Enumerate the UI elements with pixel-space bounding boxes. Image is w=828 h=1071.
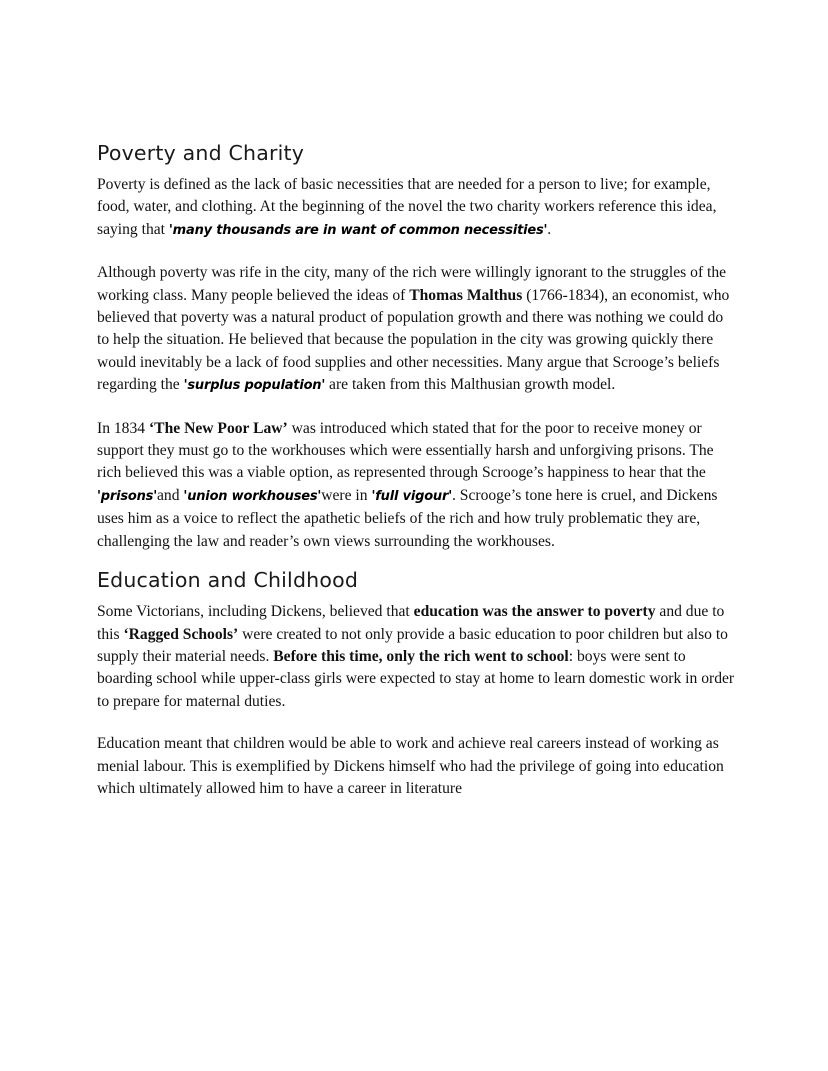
text: Poverty is defined as the lack of basic necessities that are needed for a person to live; for example, food, water, and clothing. At the beginning of the novel the two charity workers reference this idea, saying that xyxy=(97,176,717,238)
text: . xyxy=(547,220,552,238)
paragraph-malthus xyxy=(97,262,737,397)
section-heading-poverty-and-charity: Poverty and Charity xyxy=(97,141,305,165)
text: were created to not only provide a basic education to poor children but also to supply their material needs. xyxy=(97,625,728,665)
paragraph-ragged-schools xyxy=(97,601,737,713)
document-page xyxy=(97,136,737,800)
bold-term: ‘Ragged Schools’ xyxy=(123,625,239,643)
text: was introduced which stated that for the poor to receive money or support they must go to the workhouses which were essentially harsh and unforgiving prisons. The rich believed this was a viable option, as represented through Scrooge’s happiness to hear that the xyxy=(97,419,714,482)
text: In 1834 xyxy=(97,419,149,437)
text: (1766-1834), an economist, who believed that poverty was a natural product of population growth and there was nothing we could do to help the situation. He believed that because the population in the city was growing quickly there would inevitably be a lack of food supplies and other necessities. Many argue that Scrooge’s beliefs regarding the xyxy=(97,286,730,394)
bold-term: education was the answer to poverty xyxy=(413,603,656,621)
quotation: 'union workhouses' xyxy=(183,488,322,504)
section-heading-education-and-childhood: Education and Childhood xyxy=(97,568,359,593)
quotation: 'surplus population' xyxy=(183,378,326,394)
bold-term: Before this time, only the rich went to school xyxy=(273,647,569,665)
text: and due to this xyxy=(97,603,725,643)
text: . Scrooge’s tone here is cruel, and Dickens uses him as a voice to reflect the apathetic beliefs of the rich and how truly problematic they are, challenging the law and reader’s own views surrounding the workhouses. xyxy=(97,486,718,550)
bold-term: Thomas Malthus xyxy=(409,286,523,304)
paragraph-new-poor-law xyxy=(97,418,737,553)
text: and xyxy=(157,486,184,504)
text: are taken from this Malthusian growth model. xyxy=(325,376,616,394)
paragraph-poverty-definition xyxy=(97,174,737,242)
bold-term: ‘The New Poor Law’ xyxy=(148,419,288,437)
paragraph-education-careers xyxy=(97,733,737,800)
quotation: 'prisons' xyxy=(97,488,157,504)
text: : boys were sent to boarding school while upper-class girls were expected to stay at home to learn domestic work in order to prepare for maternal duties. xyxy=(97,647,735,710)
text: were in xyxy=(321,486,372,504)
quotation: 'many thousands are in want of common necessities' xyxy=(168,222,548,238)
text: Some Victorians, including Dickens, believed that xyxy=(97,603,414,621)
text: Education meant that children would be able to work and achieve real careers instead of working as menial labour. This is exemplified by Dickens himself who had the privilege of going into education which ultimately allowed him to have a career in literature xyxy=(97,735,724,797)
quotation: 'full vigour' xyxy=(371,488,452,504)
text: Although poverty was rife in the city, many of the rich were willingly ignorant to the struggles of the working class. Many people believed the ideas of xyxy=(97,264,727,304)
